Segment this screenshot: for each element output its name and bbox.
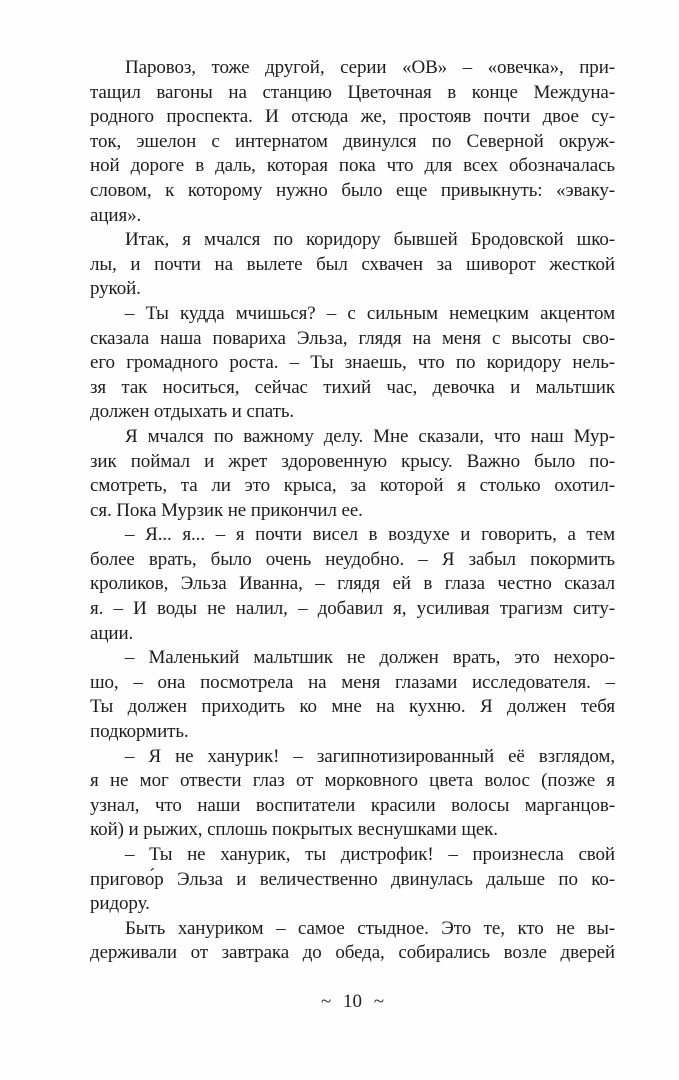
text-line: держивали от завтрака до обеда, собирались возле дверей <box>90 942 615 964</box>
paragraph <box>90 646 615 744</box>
text-line: пригово́р Эльза и величественно двинулась дальше по ко- <box>90 868 615 890</box>
text-line: подкормить. <box>90 721 189 743</box>
text-line: зик поймал и жрет здоровенную крысу. Важно было по- <box>90 450 615 472</box>
text-line: должен отдыхать и спать. <box>90 401 295 423</box>
text-line: ся. Пока Мурзик не прикончил ее. <box>90 499 363 521</box>
text-line: – Ты кудда мчишься? – с сильным немецким акцентом <box>125 302 615 324</box>
text-line: Быть хануриком – самое стыдное. Это те, кто не вы- <box>125 917 615 939</box>
text-line: рукой. <box>90 278 141 300</box>
paragraph <box>90 523 615 646</box>
paragraph <box>90 302 615 425</box>
text-line: – Ты не ханурик, ты дистрофик! – произнесла свой <box>125 844 615 865</box>
paragraph <box>90 56 615 228</box>
text-line: ной дороге в даль, которая пока что для всех обозначалась <box>90 155 615 177</box>
text-line: я. – И воды не налил, – добавил я, усиливая трагизм ситу- <box>90 598 615 620</box>
text-line: Итак, я мчался по коридору бывшей Бродовской шко- <box>125 229 615 251</box>
text-line: более врать, было очень неудобно. – Я забыл покормить <box>90 548 615 570</box>
paragraph <box>90 228 615 302</box>
text-line: Паровоз, тоже другой, серии «ОВ» – «овечка», при- <box>125 57 615 78</box>
page-number: ~ 10 ~ <box>320 991 385 1012</box>
text-line: родного проспекта. И отсюда же, простояв почти двое су- <box>90 106 615 128</box>
text-line: я не мог отвести глаз от морковного цвета волос (позже я <box>90 770 615 792</box>
text-block <box>90 56 615 966</box>
text-line: Ты должен приходить ко мне на кухню. Я должен тебя <box>90 696 615 718</box>
text-line: – Маленький мальтшик не должен врать, это нехоро- <box>125 647 615 669</box>
text-line: тащил вагоны на станцию Цветочная в конце Междуна- <box>90 81 615 103</box>
paragraph <box>90 745 615 843</box>
text-line: ридору. <box>90 893 150 915</box>
paragraph <box>90 917 615 966</box>
text-line: ация». <box>90 204 142 226</box>
text-line: – Я не ханурик! – загипнотизированный её взглядом, <box>125 745 615 767</box>
text-line: шо, – она посмотрела на меня глазами исследователя. – <box>90 671 615 693</box>
text-line: ации. <box>90 622 134 644</box>
text-line: Я мчался по важному делу. Мне сказали, что наш Мур- <box>125 425 615 447</box>
text-line: кой) и рыжих, сплошь покрытых веснушками щек. <box>90 819 498 841</box>
text-line: узнал, что наши воспитатели красили волосы марганцов- <box>90 794 615 816</box>
text-line: – Я... я... – я почти висел в воздухе и говорить, а тем <box>125 524 615 546</box>
paragraph <box>90 425 615 523</box>
text-line: сказала наша повариха Эльза, глядя на меня с высоты сво- <box>90 327 615 349</box>
text-line: его громадного роста. – Ты знаешь, что по коридору нель- <box>90 352 615 374</box>
paragraph <box>90 843 615 917</box>
text-line: зя так носиться, сейчас тихий час, девочка и мальтшик <box>90 376 615 398</box>
text-line: лы, и почти на вылете был схвачен за шиворот жесткой <box>90 253 615 275</box>
text-line: смотреть, та ли это крыса, за которой я столько охотил- <box>90 475 615 497</box>
text-line: кроликов, Эльза Иванна, – глядя ей в глаза честно сказал <box>90 573 615 595</box>
text-line: ток, эшелон с интернатом двинулся по Северной окруж- <box>90 130 615 152</box>
text-line: словом, к которому нужно было еще привыкнуть: «эваку- <box>90 179 615 201</box>
